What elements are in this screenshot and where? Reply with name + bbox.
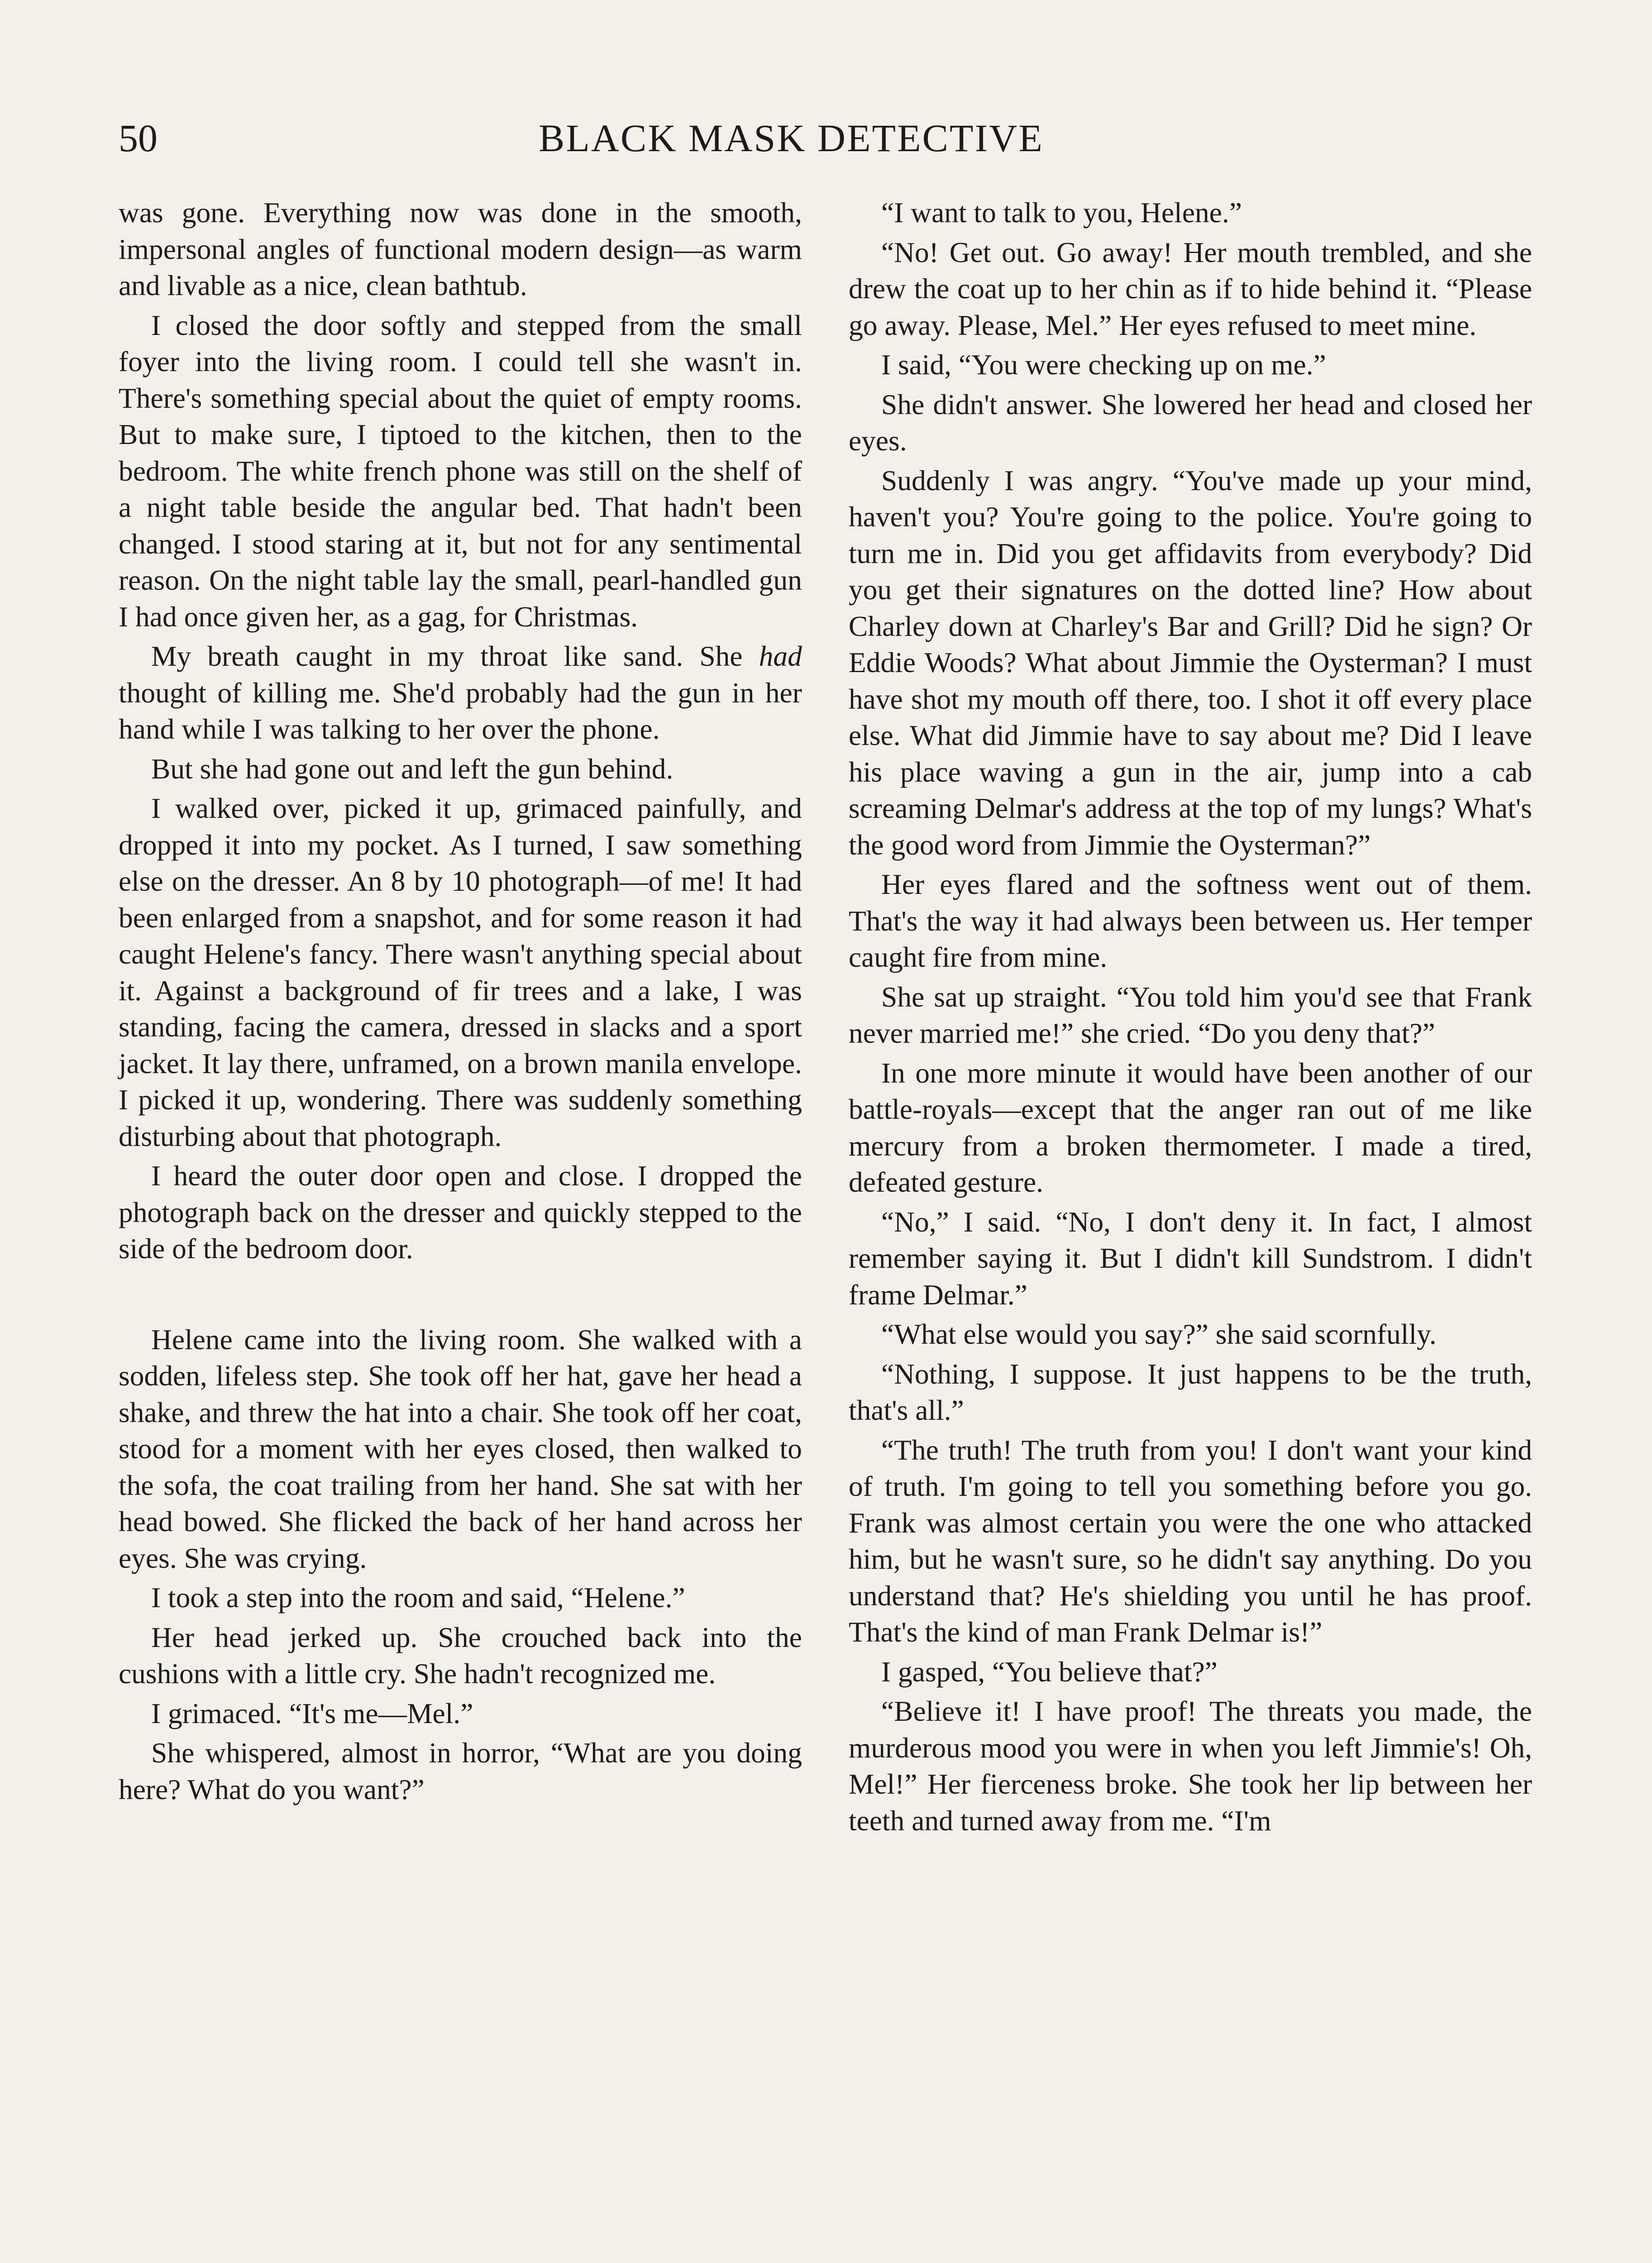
paragraph: “What else would you say?” she said scornfully. [881,1318,1437,1350]
paragraph: But she had gone out and left the gun behind. [151,752,673,785]
paragraph: Her eyes flared and the softness went out of them. That's the way it had always been between us. Her temper caught fire from mine. [849,868,1532,973]
page-number: 50 [119,116,158,160]
paragraph: I heard the outer door open and close. I dropped the photograph back on the dresser and quickly stepped to the side of the bedroom door. [119,1160,802,1265]
paragraph: “No,” I said. “No, I don't deny it. In fact, I almost remember saying it. But I didn't kill Sundstrom. I didn't frame Delmar.” [849,1205,1532,1311]
paragraph-text: thought of killing me. She'd probably had the gun in her hand while I was talking to her over the phone. [119,676,802,745]
right-column [849,195,1532,1842]
paragraph: In one more minute it would have been another of our battle-royals—except that the anger ran out of me like mercury from a broken thermometer. I made a tired, defeated gesture. [849,1056,1532,1198]
paragraph: was gone. Everything now was done in the smooth, impersonal angles of functional modern design—as warm and livable as a nice, clean bathtub. [119,196,802,301]
paragraph: “Nothing, I suppose. It just happens to be the truth, that's all.” [849,1357,1532,1426]
paragraph: Suddenly I was angry. “You've made up your mind, haven't you? You're going to the police. You're going to turn me in. Did you get affidavits from everybody? Did you get their signatures on the dotted line? How about Charley down at Charley's Bar and Grill? Did he sign? Or Eddie Woods? What about Jimmie the Oysterman? I must have shot my mouth off there, too. I shot it off every place else. What did Jimmie have to say about me? Did I leave his place waving a gun in the air, jump into a cab screaming Delmar's address at the top of my lungs? What's the good word from Jimmie the Oysterman?” [849,464,1532,861]
paragraph: “No! Get out. Go away! Her mouth trembled, and she drew the coat up to her chin as if to hide behind it. “Please go away. Please, Mel.” Her eyes refused to meet mine. [849,236,1532,341]
paragraph: I grimaced. “It's me—Mel.” [151,1697,473,1729]
paragraph: I gasped, “You believe that?” [881,1655,1218,1688]
paragraph [119,638,802,748]
left-column [119,195,802,1811]
paragraph: She sat up straight. “You told him you'd see that Frank never married me!” she cried. “Do you deny that?” [849,980,1532,1049]
paragraph: Helene came into the living room. She walked with a sodden, lifeless step. She took off her hat, gave her head a shake, and threw the hat into a chair. She took off her coat, stood for a moment with her eyes closed, then walked to the sofa, the coat trailing from her hand. She sat with her head bowed. She flicked the back of her hand across her eyes. She was crying. [119,1323,802,1574]
paragraph: “The truth! The truth from you! I don't want your kind of truth. I'm going to tell you something before you go. Frank was almost certain you were the one who attacked him, but he wasn't sure, so he didn't say anything. Do you understand that? He's shielding you until he has proof. That's the kind of man Frank Delmar is!” [849,1433,1532,1648]
paragraph: “Believe it! I have proof! The threats you made, the murderous mood you were in when you left Jimmie's! Oh, Mel!” Her fierceness broke. She took her lip between her teeth and turned away from me. “I'm [849,1695,1532,1837]
paragraph-text: My breath caught in my throat like sand. She [151,640,759,672]
paragraph: I took a step into the room and said, “Helene.” [151,1581,685,1614]
paragraph: “I want to talk to you, Helene.” [881,196,1242,229]
paragraph: Her head jerked up. She crouched back into the cushions with a little cry. She hadn't recognized me. [119,1621,802,1690]
emphasis-text: had [759,640,802,672]
paragraph: I said, “You were checking up on me.” [881,349,1326,381]
paragraph: I walked over, picked it up, grimaced painfully, and dropped it into my pocket. As I turned, I saw something else on the dresser. An 8 by 10 photograph—of me! It had been enlarged from a snapshot, and for some reason it had caught Helene's fancy. There wasn't anything special about it. Against a background of fir trees and a lake, I was standing, facing the camera, dressed in slacks and a sport jacket. It lay there, unframed, on a brown manila envelope. I picked it up, wondering. There was suddenly something disturbing about that photograph. [119,792,802,1152]
paragraph: She whispered, almost in horror, “What are you doing here? What do you want?” [119,1737,802,1805]
running-title: BLACK MASK DETECTIVE [539,116,1044,160]
paragraph: I closed the door softly and stepped from the small foyer into the living room. I could tell she wasn't in. There's something special about the quiet of empty rooms. But to make sure, I tiptoed to the kitchen, then to the bedroom. The white french phone was still on the shelf of a night table beside the angular bed. That hadn't been changed. I stood staring at it, but not for any sentimental reason. On the night table lay the small, pearl-handled gun I had once given her, as a gag, for Christmas. [119,309,802,633]
paragraph: She didn't answer. She lowered her head and closed her eyes. [849,388,1532,457]
